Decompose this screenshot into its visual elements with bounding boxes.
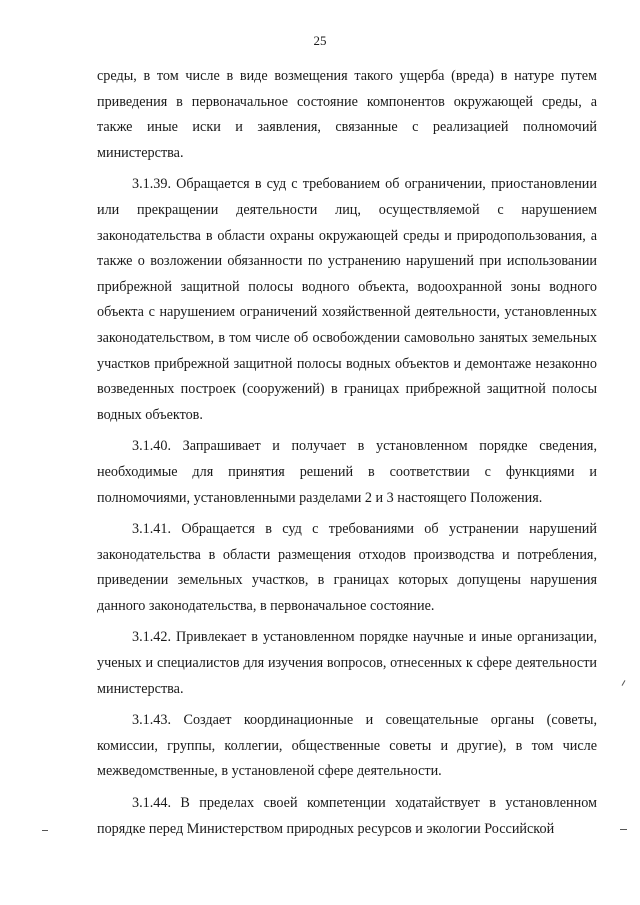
paragraph-3-1-44: 3.1.44. В пределах своей компетенции ходатайствует в установленном порядке перед Министерством природных ресурсов и экологии Российской [97, 795, 597, 837]
paragraph-3-1-40: 3.1.40. Запрашивает и получает в установленном порядке сведения, необходимые для принятия решений в соответствии с функциями и полномочиями, установленными разделами 2 и 3 настоящего Положения. [97, 438, 597, 506]
scan-artifact-right-tick [622, 680, 626, 686]
scan-artifact-right [620, 829, 627, 830]
document-body [97, 64, 597, 848]
paragraph-3-1-39: 3.1.39. Обращается в суд с требованием об ограничении, приостановлении или прекращении деятельности лиц, осуществляемой с нарушением законодательства в области охраны окружающей среды и природопользования, а также о возложении обязанности по устранению нарушений при использовании прибрежной защитной полосы водного объекта, водоохранной зоны водного объекта с нарушением ограничений хозяйственной деятельности, установленных законодательством, в том числе об освобождении самовольно занятых земельных участков прибрежной защитной полосы водных объектов и демонтаже незаконно возведенных построек (сооружений) в границах прибрежной защитной полосы водных объектов. [97, 176, 597, 423]
paragraph-3-1-42: 3.1.42. Привлекает в установленном порядке научные и иные организации, ученых и специалистов для изучения вопросов, отнесенных к сфере деятельности министерства. [97, 629, 597, 697]
page-number: 25 [313, 33, 327, 48]
paragraph-3-1-41: 3.1.41. Обращается в суд с требованиями об устранении нарушений законодательства в области размещения отходов производства и потребления, приведении земельных участков, в границах которых допущены нарушения данного законодательства, в первоначальное состояние. [97, 521, 597, 614]
paragraph-continuation: среды, в том числе в виде возмещения такого ущерба (вреда) в натуре путем приведения в первоначальное состояние компонентов окружающей среды, а также иные иски и заявления, связанные с реализацией полномочий министерства. [97, 68, 597, 161]
scan-artifact-left [42, 830, 48, 831]
paragraph-3-1-43: 3.1.43. Создает координационные и совещательные органы (советы, комиссии, группы, коллегии, общественные советы и другие), в том числе межведомственные, в установленой сфере деятельности. [97, 712, 597, 780]
